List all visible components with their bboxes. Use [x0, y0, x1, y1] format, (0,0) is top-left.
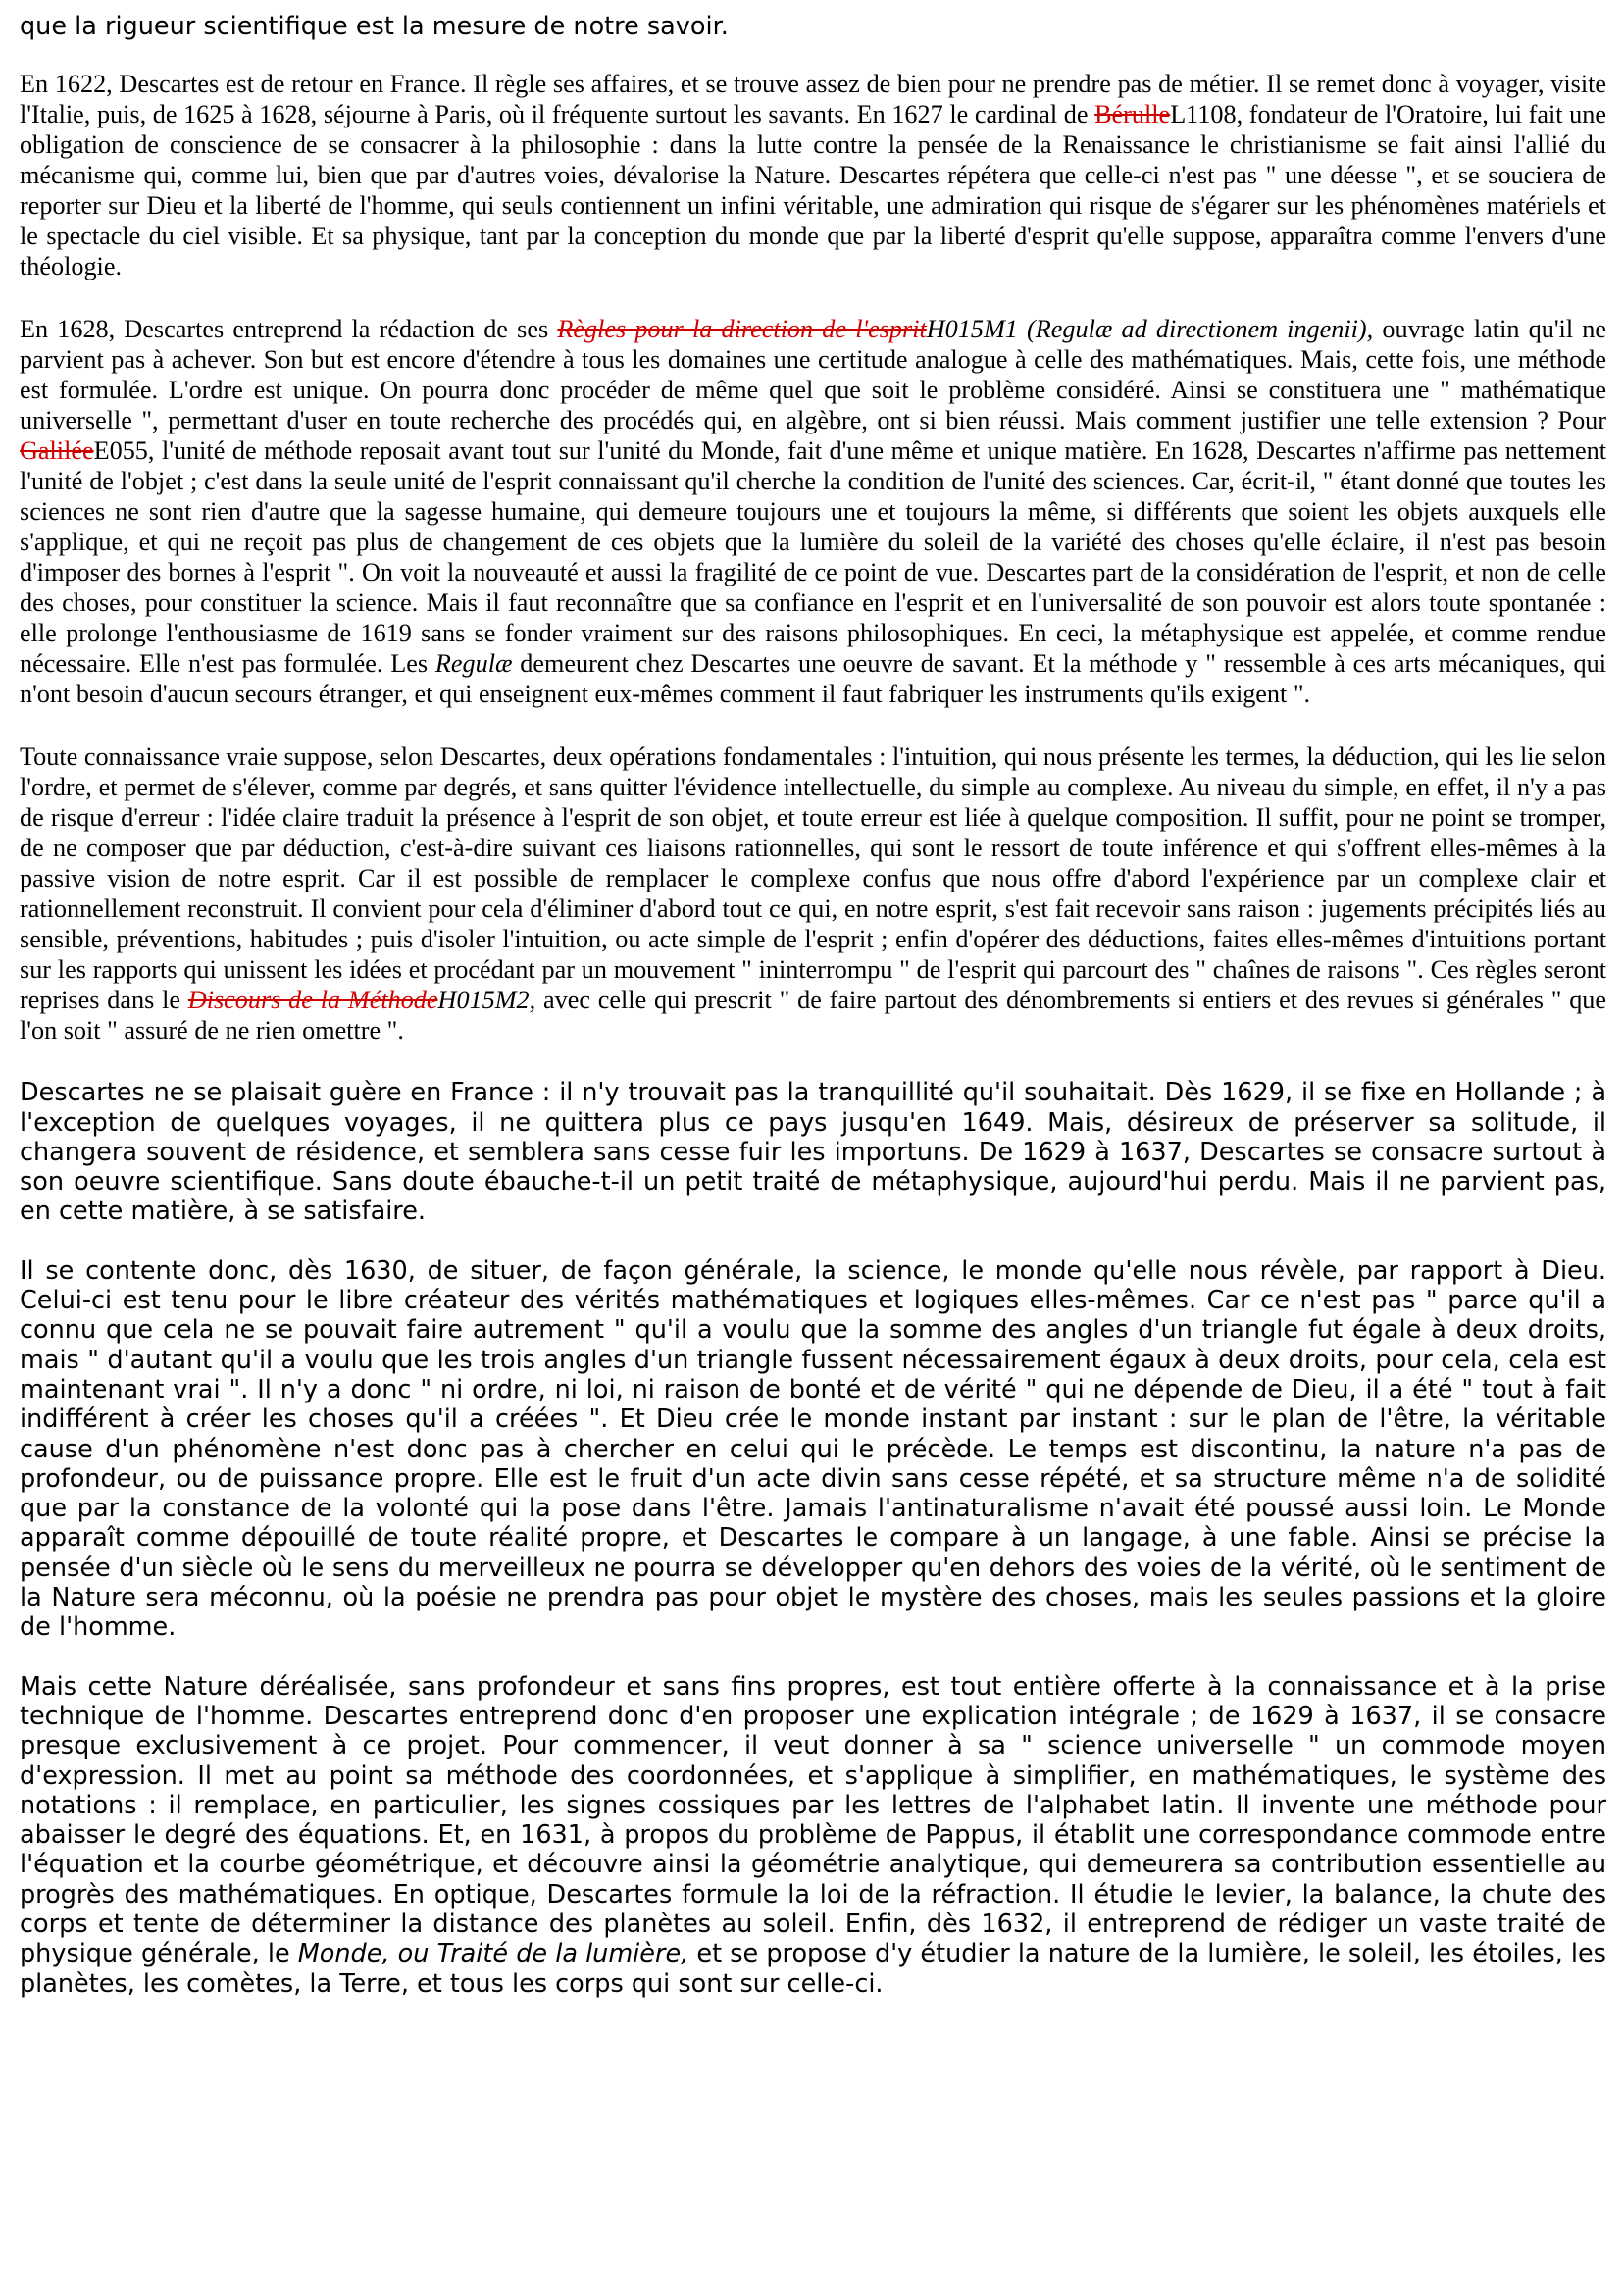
reference-code: E055 [93, 436, 148, 466]
reference-code: H015M1 (Regulæ ad directionem ingenii), [926, 315, 1374, 344]
italic-title: Monde, ou Traité de la lumière, [297, 1939, 689, 1969]
text-segment: , fondateur de l'Oratoire, lui fait une obligation de conscience de se consacrer à la philosophie : dans la lutte contre la pensée de la Renaissance le christianisme se fait ainsi l'allié du mécanisme qui, comme lui, bien que par d'autres voies, dévalorise la Nature. Descartes répétera que celle-ci n'est pas " une déesse ", et se souciera de reporter sur Dieu et la liberté de l'homme, qui seuls contiennent un infini véritable, une admiration qui risque de s'égarer sur les phénomènes matériels et le spectacle du ciel visible. Et sa physique, tant par la conception du monde que par la liberté d'esprit qu'elle suppose, apparaîtra comme l'envers d'une théologie. [20, 100, 1606, 281]
reference-code: L1108 [1170, 100, 1237, 129]
text-segment: demeurent chez Descartes une oeuvre de savant. Et la méthode y " ressemble à ces arts mécaniques, qui n'ont besoin d'aucun secours étranger, et qui enseignent eux-mêmes comment il faut fabriquer les instruments qu'ils exigent ". [20, 649, 1606, 709]
text-segment: En 1628, Descartes entreprend la rédaction de ses [20, 315, 558, 344]
text-segment: , l'unité de méthode reposait avant tout sur l'unité du Monde, fait d'une même et unique matière. En 1628, Descartes n'affirme pas nettement l'unité de l'objet ; c'est dans la seule unité de l'esprit connaissant qu'il cherche la condition de l'unité des sciences. Car, écrit-il, " étant donné que toutes les sciences ne sont rien d'autre que la sagesse humaine, qui demeure toujours une et toujours la même, si différents que soient les objets auxquels elle s'applique, et qui ne reçoit pas plus de changement de ces objets que la lumière du soleil de la variété des choses qu'elle éclaire, il n'est pas besoin d'imposer des bornes à l'esprit ". On voit la nouveauté et aussi la fragilité de ce point de vue. Descartes part de la considération de l'esprit, et non de celle des choses, pour constituer la science. Mais il faut reconnaître que sa confiance en l'esprit et en l'universalité de son pouvoir est alors toute spontanée : elle prolonge l'enthousiasme de 1619 sans se fonder vraiment sur des raisons philosophiques. En ceci, la métaphysique est appelée, et comme rendue nécessaire. Elle n'est pas formulée. Les [20, 436, 1606, 679]
document-page [20, 12, 1606, 1999]
opening-line: que la rigueur scientifique est la mesure de notre savoir. [20, 12, 729, 41]
link-regles[interactable]: Règles pour la direction de l'esprit [557, 315, 927, 344]
italic-title: Regulæ [434, 649, 513, 679]
text-segment: Toute connaissance vraie suppose, selon Descartes, deux opérations fondamentales : l'intuition, qui nous présente les termes, la déduction, qui les lie selon l'ordre, et permet de s'élever, comme par degrés, et sans quitter l'évidence intellectuelle, du simple au complexe. Au niveau du simple, en effet, il n'y a pas de risque d'erreur : l'idée claire traduit la présence à l'esprit de son objet, et toute erreur est liée à quelque composition. Il suffit, pour ne point se tromper, de ne composer que par déduction, c'est-à-dire suivant ces liaisons rationnelles, qui sont le ressort de toute inférence et qui s'offrent elles-mêmes à la passive vision de notre esprit. Car il est possible de remplacer le complexe confus que nous offre d'abord l'expérience par un complexe clair et rationnellement reconstruit. Il convient pour cela d'éliminer d'abord tout ce qui, en notre esprit, s'est fait recevoir sans raison : jugements précipités liés au sensible, préventions, habitudes ; puis d'isoler l'intuition, ou acte simple de l'esprit ; enfin d'opérer des déductions, faites elles-mêmes d'intuitions portant sur les rapports qui unissent les idées et procédant par un mouvement " ininterrompu " de l'esprit qui parcourt des " chaînes de raisons ". Ces règles seront reprises dans le [20, 742, 1606, 1015]
paragraph-1630: Il se contente donc, dès 1630, de situer, de façon générale, la science, le monde qu'elle nous révèle, par rapport à Dieu. Celui-ci est tenu pour le libre créateur des vérités mathématiques et logiques elles-mêmes. Car ce n'est pas " parce qu'il a connu que cela ne se pouvait faire autrement " qu'il a voulu que la somme des angles d'un triangle fut égale à deux droits, mais " d'autant qu'il a voulu que les trois angles d'un triangle fussent nécessairement égaux à deux droits, pour cela, cela est maintenant vrai ". Il n'y a donc " ni ordre, ni loi, ni raison de bonté et de vérité " qui ne dépende de Dieu, il a été " tout à fait indifférent à créer les choses qu'il a créées ". Et Dieu crée le monde instant par instant : sur le plan de l'être, la véritable cause d'un phénomène n'est donc pas à chercher en celui qui le précède. Le temps est discontinu, la nature n'a pas de profondeur, ou de puissance propre. Elle est le fruit d'un acte divin sans cesse répété, et sa structure même n'a de solidité que par la constance de la volonté qui la pose dans l'être. Jamais l'antinaturalisme n'avait été poussé aussi loin. Le Monde apparaît comme dépouillé de toute réalité propre, et Descartes le compare à un langage, à une fable. Ainsi se précise la pensée d'un siècle où le sens du merveilleux ne pourra se développer qu'en dehors des voies de la vérité, où le sentiment de la Nature sera méconnu, où la poésie ne prendra pas pour objet le mystère des choses, mais les seules passions et la gloire de l'homme. [20, 1255, 1606, 1643]
text-segment: avec celle qui prescrit " de faire partout des dénombrements si entiers et des revues si générales " que l'on soit " assuré de ne rien omettre ". [20, 986, 1607, 1045]
reference-code: H015M2, [437, 986, 536, 1015]
paragraph-1628 [20, 314, 1606, 709]
text-segment: et se propose d'y étudier la nature de la lumière, le soleil, les étoiles, les planètes, les comètes, la Terre, et tous les corps qui sont sur celle-ci. [20, 1939, 1606, 1999]
paragraph-1622 [20, 69, 1606, 281]
link-discours[interactable]: Discours de la Méthode [187, 986, 438, 1015]
text-segment: ouvrage latin qu'il ne parvient pas à achever. Son but est encore d'étendre à tous les domaines une certitude analogue à celle des mathématiques. Mais, cette fois, une méthode est formulée. L'ordre est unique. On pourra donc procéder de même quel que soit le problème considéré. Ainsi se constituera une " mathématique universelle ", permettant d'user en toute recherche des procédés qui, en algèbre, ont si bien réussi. Mais comment justifier une telle extension ? Pour [20, 315, 1607, 435]
paragraph-nature [20, 1672, 1606, 1999]
link-berulle[interactable]: Bérulle [1094, 100, 1171, 129]
paragraph-connaissance [20, 741, 1606, 1045]
link-galilee[interactable]: Galilée [20, 436, 94, 466]
text-segment: En 1622, Descartes est de retour en France. Il règle ses affaires, et se trouve assez de bien pour ne prendre pas de métier. Il se remet donc à voyager, visite l'Italie, puis, de 1625 à 1628, séjourne à Paris, où il fréquente surtout les savants. En 1627 le cardinal de [20, 70, 1606, 129]
paragraph-hollande: Descartes ne se plaisait guère en France : il n'y trouvait pas la tranquillité qu'il souhaitait. Dès 1629, il se fixe en Hollande ; à l'exception de quelques voyages, il ne quittera plus ce pays jusqu'en 1649. Mais, désireux de préserver sa solitude, il changera souvent de résidence, et semblera sans cesse fuir les importuns. De 1629 à 1637, Descartes se consacre surtout à son oeuvre scientifique. Sans doute ébauche-t-il un petit traité de métaphysique, aujourd'hui perdu. Mais il ne parvient pas, en cette matière, à se satisfaire. [20, 1078, 1606, 1227]
text-segment: Mais cette Nature déréalisée, sans profondeur et sans fins propres, est tout entière offerte à la connaissance et à la prise technique de l'homme. Descartes entreprend donc d'en proposer une explication intégrale ; de 1629 à 1637, il se consacre presque exclusivement à ce projet. Pour commencer, il veut donner à sa " science universelle " un commode moyen d'expression. Il met au point sa méthode des coordonnées, et s'applique à simplifier, en mathématiques, le système des notations : il remplace, en particulier, les signes cossiques par les lettres de l'alphabet latin. Il invente une méthode pour abaisser le degré des équations. Et, en 1631, à propos du problème de Pappus, il établit une correspondance commode entre l'équation et la courbe géométrique, et découvre ainsi la géométrie analytique, qui demeurera sa contribution essentielle au progrès des mathématiques. En optique, Descartes formule la loi de la réfraction. Il étudie le levier, la balance, la chute des corps et tente de déterminer la distance des planètes au soleil. Enfin, dès 1632, il entreprend de rédiger un vaste traité de physique générale, le [20, 1671, 1606, 1969]
